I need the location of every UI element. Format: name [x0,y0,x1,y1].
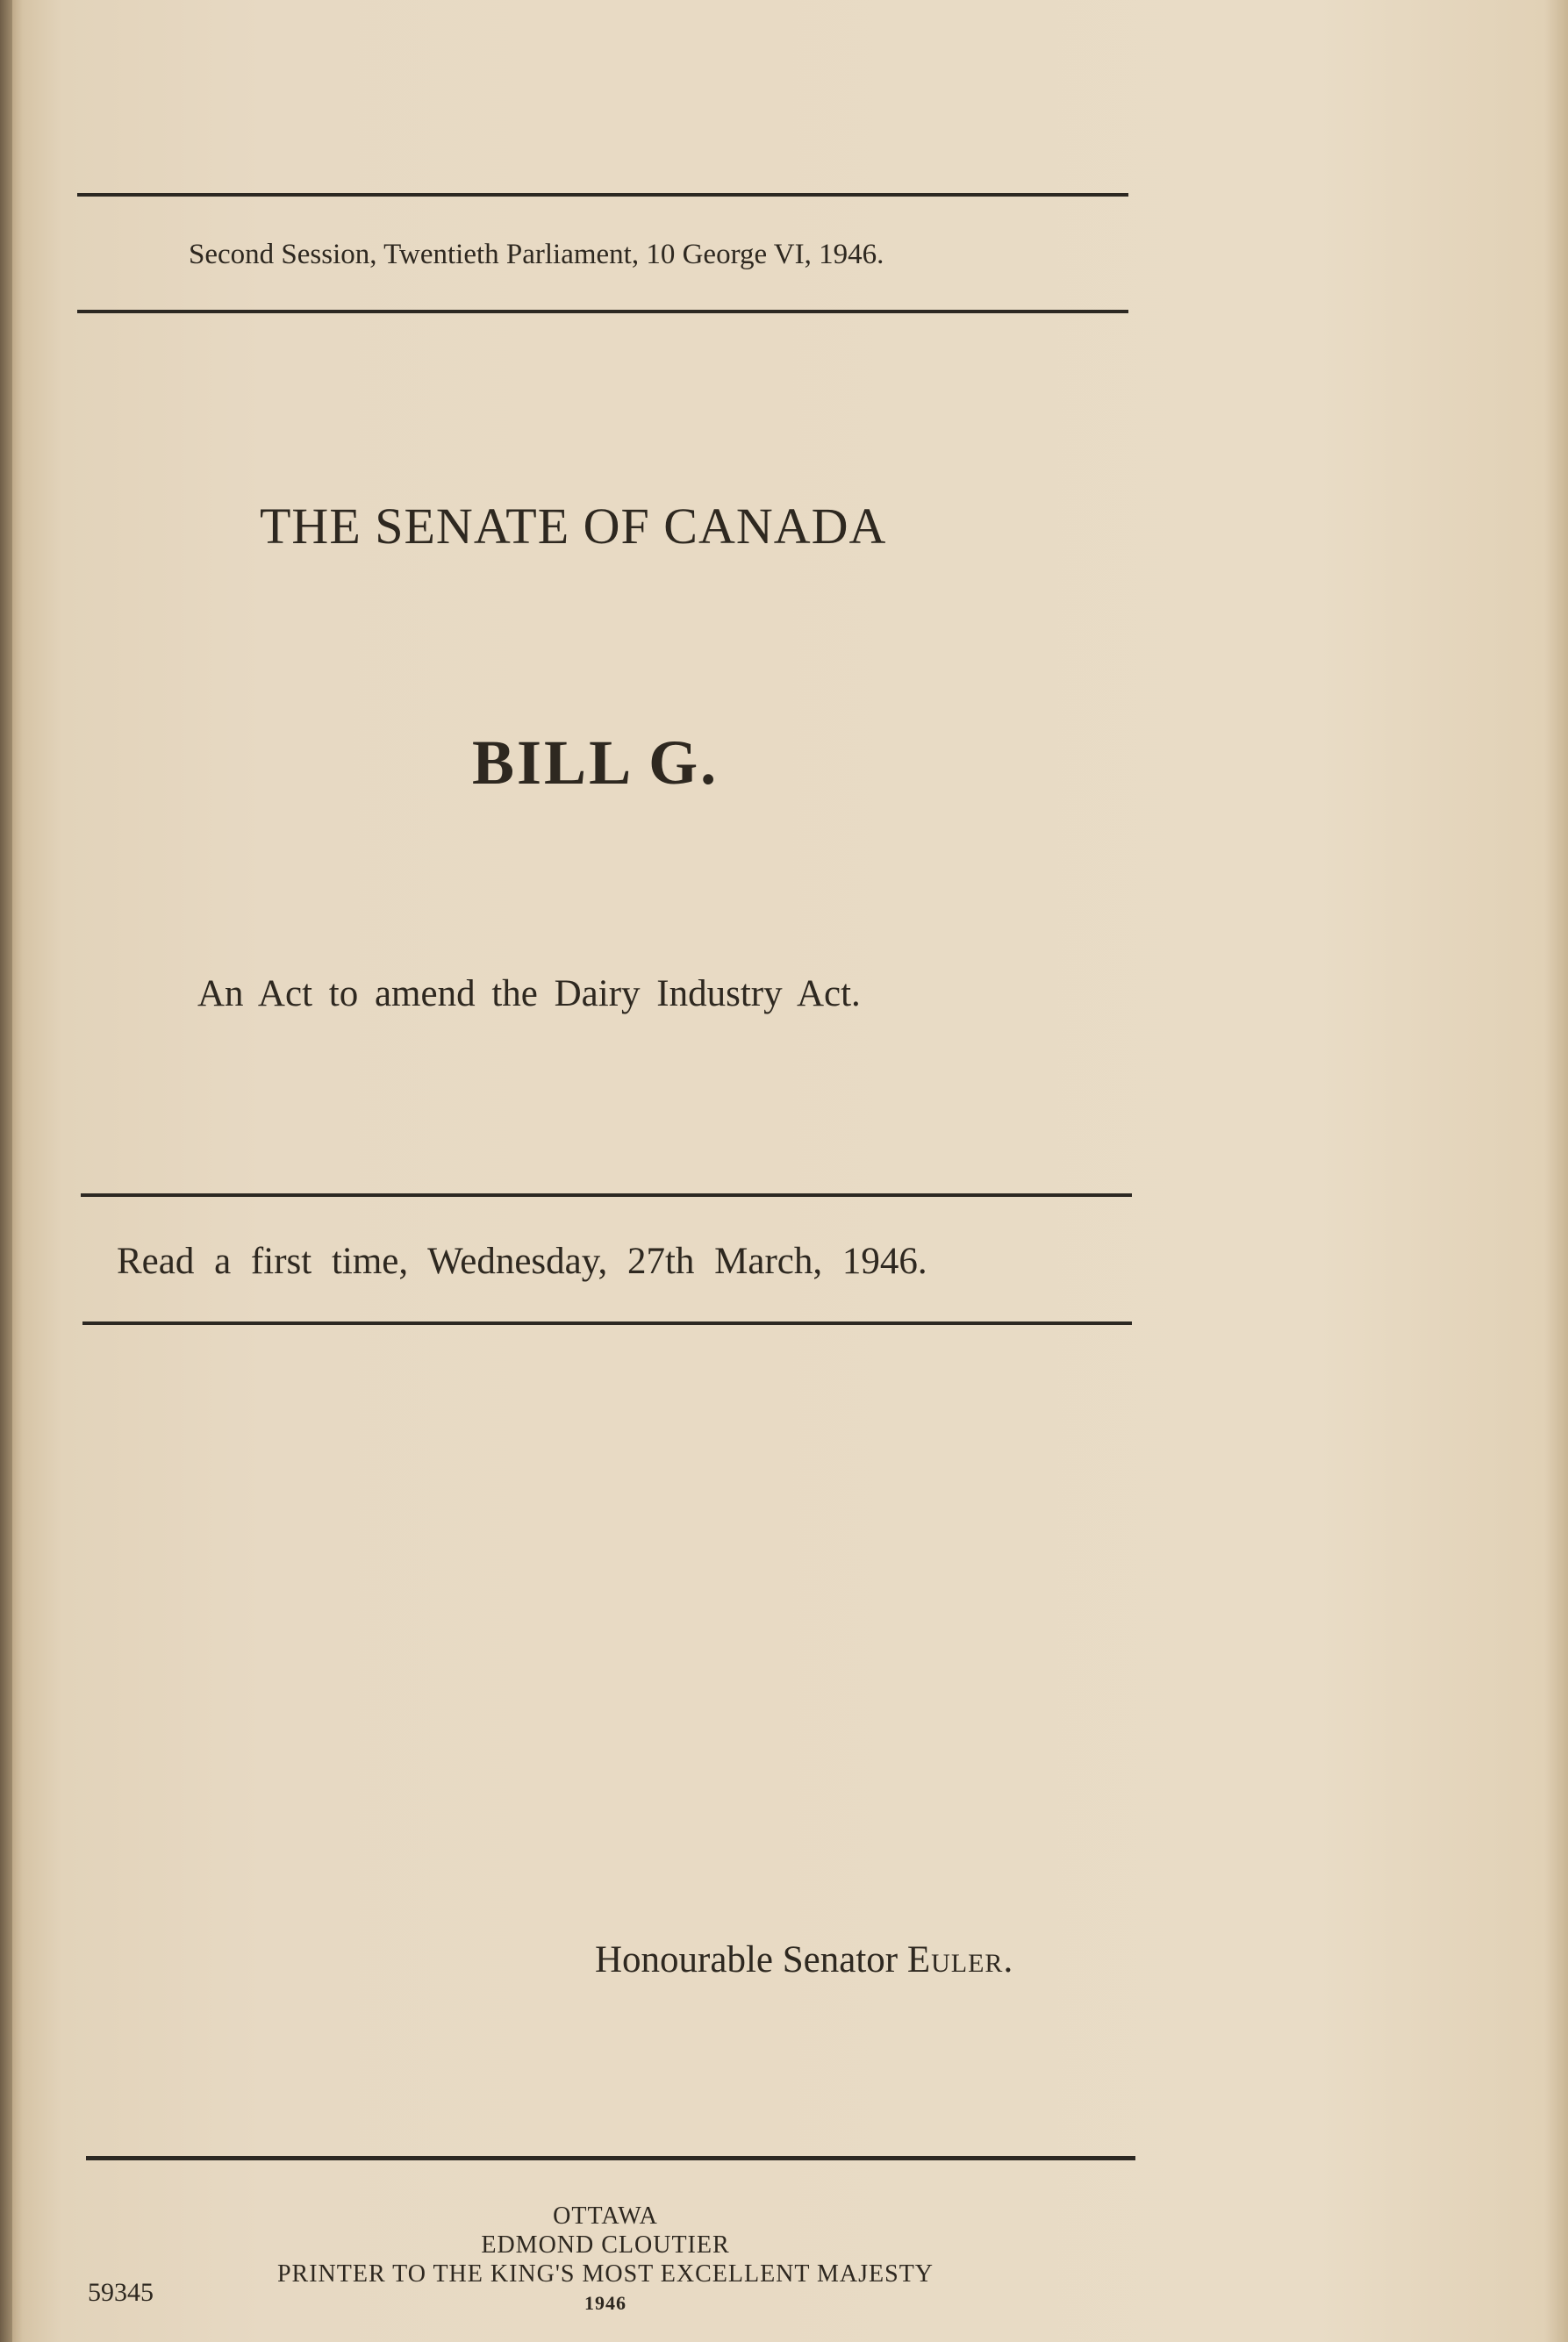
session-bottom-rule [77,310,1128,313]
sponsor-suffix: . [1003,1939,1013,1980]
imprint-printer: EDMOND CLOUTIER [481,2231,730,2259]
act-title: An Act to amend the Dairy Industry Act. [197,973,861,1014]
binding-edge [0,0,12,2342]
first-reading-line: Read a first time, Wednesday, 27th March, 1946. [117,1241,927,1282]
sponsor-name: Euler [906,1939,1004,1980]
reading-top-rule [81,1193,1132,1197]
sponsor-prefix: Honourable Senator [595,1939,907,1980]
top-rule [77,193,1128,197]
catalog-number: 59345 [88,2278,154,2307]
reading-bottom-rule [82,1321,1132,1325]
bill-title: BILL G. [472,727,720,798]
sponsor-line [595,1938,1013,1981]
imprint-rule [86,2156,1135,2160]
institution-heading: THE SENATE OF CANADA [260,498,887,555]
imprint-year: 1946 [584,2292,626,2314]
imprint-printer-title: PRINTER TO THE KING'S MOST EXCELLENT MAJESTY [276,2260,934,2288]
imprint-city: OTTAWA [553,2202,658,2230]
session-line: Second Session, Twentieth Parliament, 10 George VI, 1946. [189,239,884,270]
